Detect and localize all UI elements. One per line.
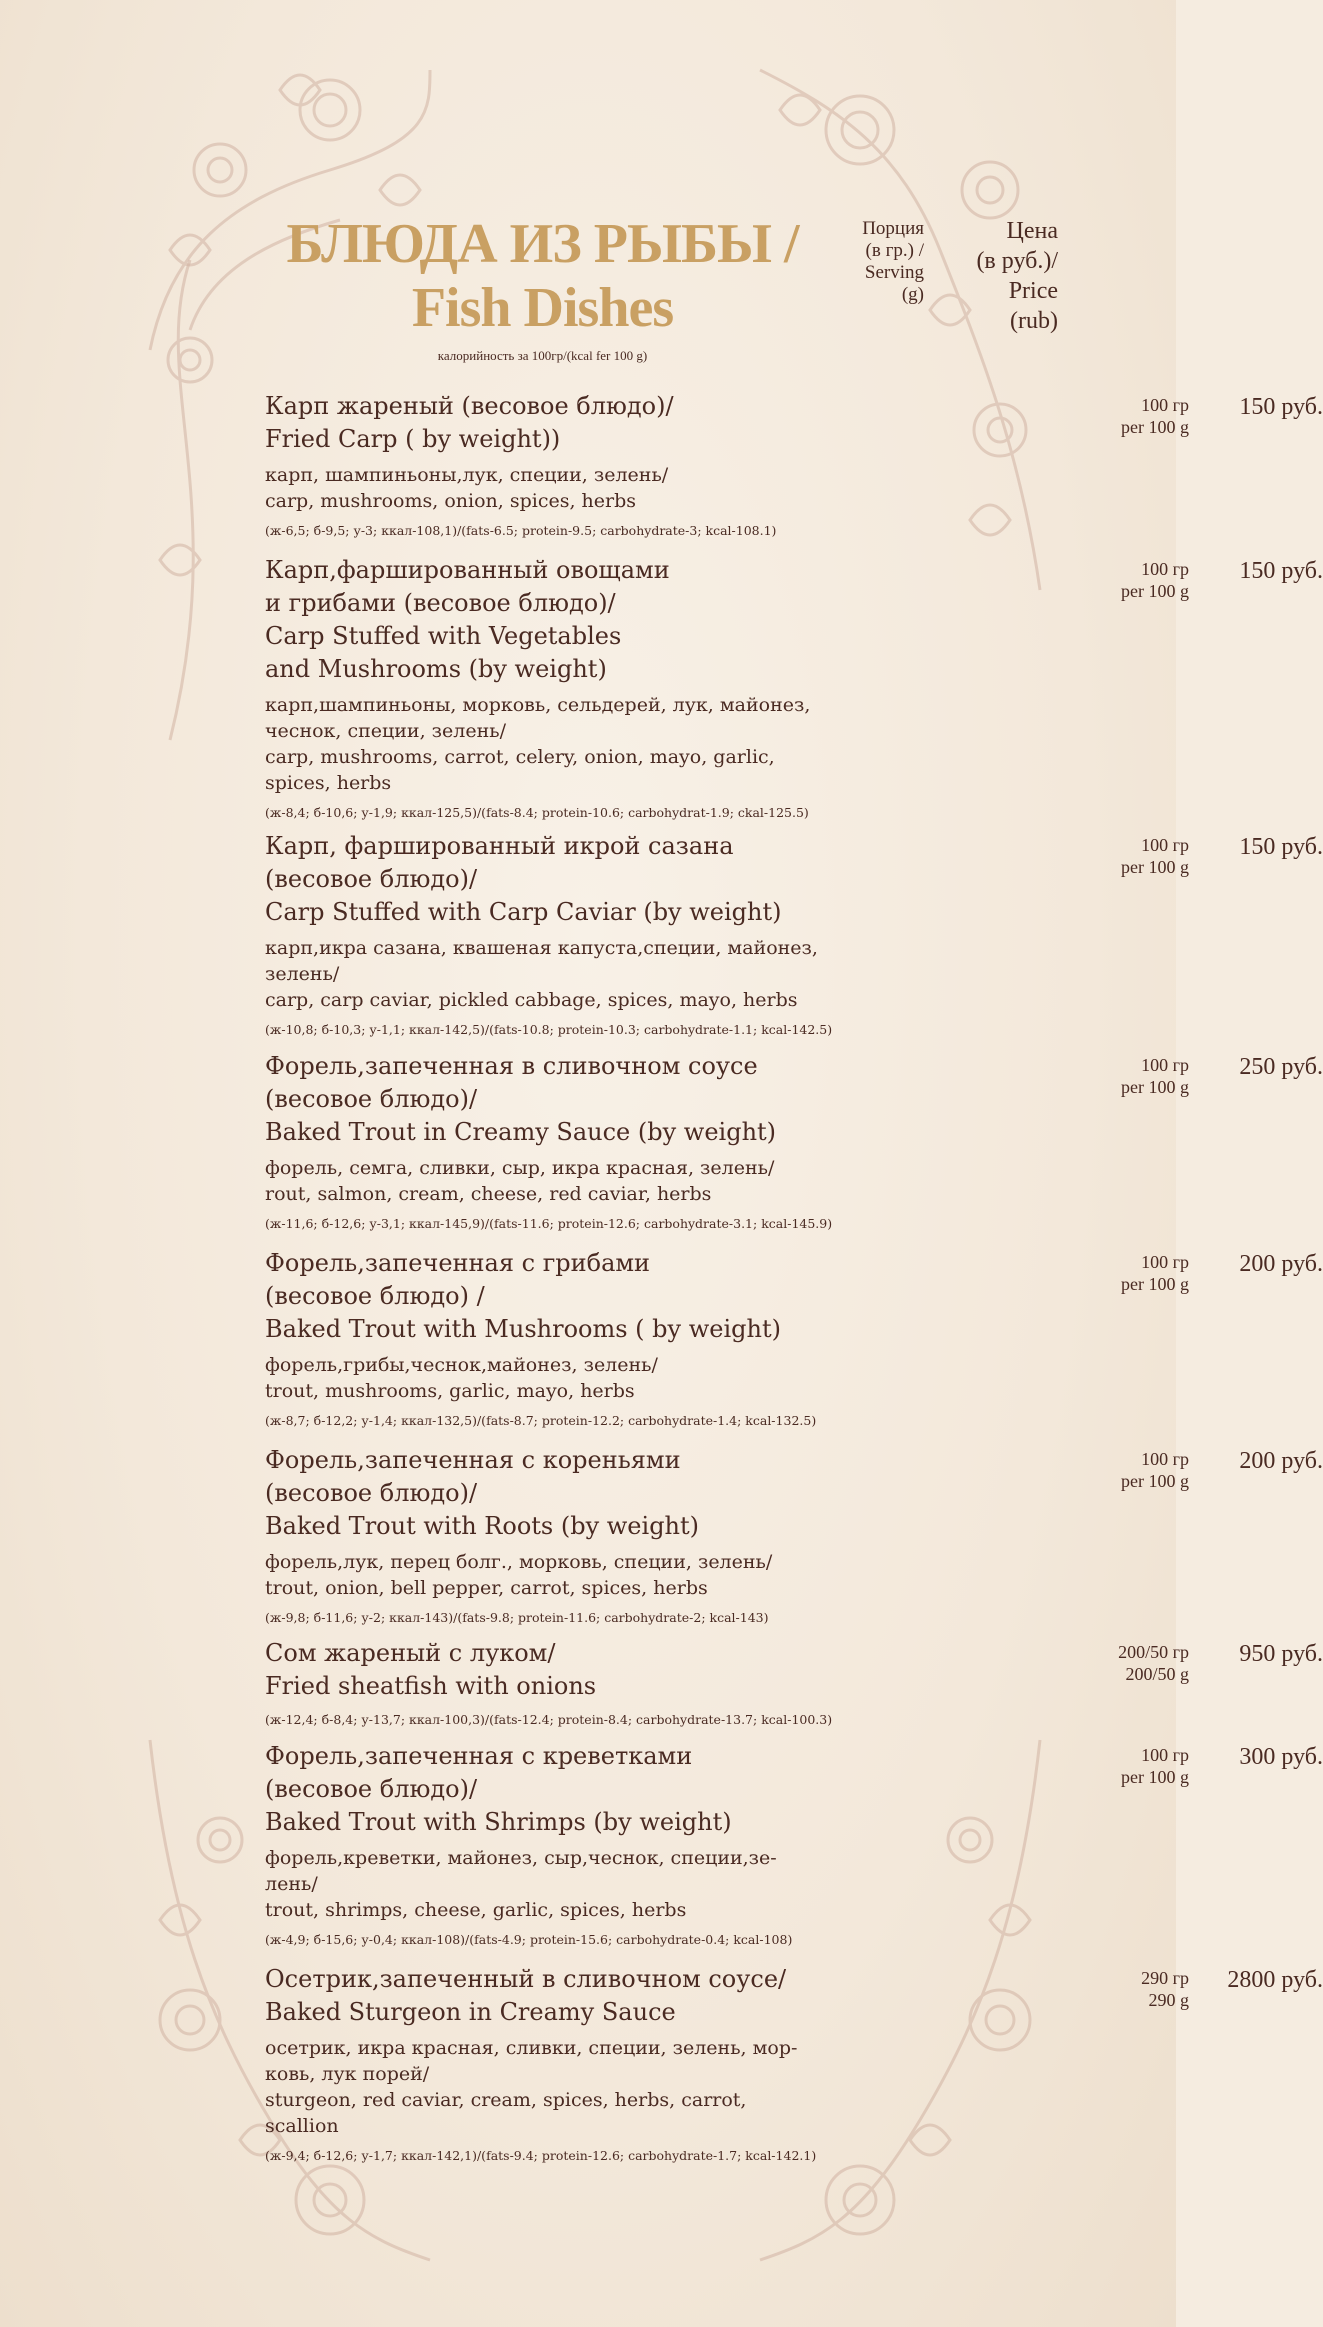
- calorie-note: калорийность за 100гр/(kcal fer 100 g): [437, 348, 648, 363]
- item-portion: 100 гр per 100 g: [1121, 395, 1189, 437]
- floral-ornament-left-side: [130, 260, 250, 760]
- page-title: [255, 212, 830, 340]
- item-title: Осетрик,запеченный в сливочном соусе/ Baked Sturgeon in Creamy Sauce: [265, 1965, 787, 2026]
- item-price: 950 руб.: [1239, 1641, 1323, 1667]
- menu-item: [265, 554, 1323, 822]
- item-price: 300 руб.: [1239, 1744, 1323, 1770]
- item-ingredients: карп, шампиньоны,лук, специи, зелень/ carp, mushrooms, onion, spices, herbs: [265, 464, 669, 512]
- item-portion: 100 гр per 100 g: [1121, 1055, 1189, 1097]
- item-nutrition: (ж-6,5; б-9,5; у-3; ккал-108,1)/(fats-6.5; protein-9.5; carbohydrate-3; kcal-108.1): [265, 523, 777, 538]
- item-ingredients: карп,икра сазана, квашеная капуста,специи, майонез, зелень/ carp, carp caviar, pickled cabbage, spices, mayo, herbs: [265, 937, 818, 1011]
- item-nutrition: (ж-4,9; б-15,6; у-0,4; ккал-108)/(fats-4.9; protein-15.6; carbohydrate-0.4; kcal-108): [265, 1932, 793, 1947]
- item-nutrition: (ж-12,4; б-8,4; у-13,7; ккал-100,3)/(fats-12.4; protein-8.4; carbohydrate-13.7; kcal-100.3): [265, 1712, 833, 1727]
- item-title: Сом жареный с луком/ Fried sheatfish with onions: [265, 1639, 597, 1700]
- item-portion: 290 гр 290 g: [1141, 1968, 1189, 2010]
- item-price: 150 руб.: [1239, 394, 1323, 420]
- menu-item: [265, 1444, 1323, 1627]
- menu-item: [265, 1050, 1323, 1233]
- menu-item: [265, 830, 1323, 1039]
- item-price: 250 руб.: [1239, 1054, 1323, 1080]
- item-price: 150 руб.: [1239, 834, 1323, 860]
- item-ingredients: осетрик, икра красная, сливки, специи, зелень, мор- ковь, лук порей/ sturgeon, red caviar, cream, spices, herbs, carrot, scallion: [265, 2037, 798, 2137]
- item-nutrition: (ж-9,8; б-11,6; у-2; ккал-143)/(fats-9.8; protein-11.6; carbohydrate-2; kcal-143): [265, 1610, 769, 1625]
- item-nutrition: (ж-11,6; б-12,6; у-3,1; ккал-145,9)/(fats-11.6; protein-12.6; carbohydrate-3.1; kcal-145.9): [265, 1216, 833, 1231]
- item-portion: 100 гр per 100 g: [1121, 1252, 1189, 1294]
- item-portion: 100 гр per 100 g: [1121, 835, 1189, 877]
- item-title: Форель,запеченная с грибами (весовое блюдо) / Baked Trout with Mushrooms ( by weight): [265, 1249, 781, 1343]
- item-price: 150 руб.: [1239, 558, 1323, 584]
- item-ingredients: форель,грибы,чеснок,майонез, зелень/ trout, mushrooms, garlic, mayo, herbs: [265, 1354, 658, 1402]
- item-nutrition: (ж-9,4; б-12,6; у-1,7; ккал-142,1)/(fats-9.4; protein-12.6; carbohydrate-1.7; kcal-142.1): [265, 2148, 817, 2163]
- item-ingredients: форель,креветки, майонез, сыр,чеснок, специи,зе- лень/ trout, shrimps, cheese, garlic, spices, herbs: [265, 1847, 777, 1921]
- item-portion: 200/50 гр 200/50 g: [1118, 1642, 1189, 1684]
- portion-column-header: Порция (в гр.) / Serving (g): [862, 218, 924, 305]
- item-nutrition: (ж-8,4; б-10,6; у-1,9; ккал-125,5)/(fats-8.4; protein-10.6; carbohydrat-1.9; ckal-125.5): [265, 805, 809, 820]
- item-nutrition: (ж-8,7; б-12,2; у-1,4; ккал-132,5)/(fats-8.7; protein-12.2; carbohydrate-1.4; kcal-132.5): [265, 1413, 817, 1428]
- menu-item: [265, 1740, 1323, 1949]
- item-title: Форель,запеченная в сливочном соусе (весовое блюдо)/ Baked Trout in Creamy Sauce (by weight): [265, 1052, 777, 1146]
- item-title: Карп жареный (весовое блюдо)/ Fried Carp ( by weight)): [265, 392, 674, 453]
- item-title: Карп,фаршированный овощами и грибами (весовое блюдо)/ Carp Stuffed with Vegetables and Mushrooms (by weight): [265, 556, 670, 683]
- item-ingredients: форель, семга, сливки, сыр, икра красная, зелень/ rout, salmon, cream, cheese, red caviar, herbs: [265, 1157, 775, 1205]
- item-ingredients: карп,шампиньоны, морковь, сельдерей, лук, майонез, чеснок, специи, зелень/ carp, mushrooms, carrot, celery, onion, mayo, garlic, spices, herbs: [265, 694, 811, 794]
- item-portion: 100 гр per 100 g: [1121, 559, 1189, 601]
- item-portion: 100 гр per 100 g: [1121, 1745, 1189, 1787]
- menu-item: [265, 1637, 1323, 1729]
- menu-item: [265, 1963, 1323, 2165]
- title-line-en: Fish Dishes: [411, 277, 674, 339]
- menu-item: [265, 390, 1323, 540]
- item-nutrition: (ж-10,8; б-10,3; у-1,1; ккал-142,5)/(fats-10.8; protein-10.3; carbohydrate-1.1; kcal-142.5): [265, 1022, 833, 1037]
- menu-item: [265, 1247, 1323, 1430]
- item-ingredients: форель,лук, перец болг., морковь, специи, зелень/ trout, onion, bell pepper, carrot, spices, herbs: [265, 1551, 773, 1599]
- item-title: Форель,запеченная с креветками (весовое блюдо)/ Baked Trout with Shrimps (by weight): [265, 1742, 732, 1836]
- item-price: 200 руб.: [1239, 1448, 1323, 1474]
- item-title: Форель,запеченная с кореньями (весовое блюдо)/ Baked Trout with Roots (by weight): [265, 1446, 700, 1540]
- item-price: 2800 руб.: [1227, 1967, 1323, 1993]
- item-title: Карп, фаршированный икрой сазана (весовое блюдо)/ Carp Stuffed with Carp Caviar (by weight): [265, 832, 782, 926]
- item-price: 200 руб.: [1239, 1251, 1323, 1277]
- title-line-ru: БЛЮДА ИЗ РЫБЫ /: [286, 213, 799, 275]
- item-portion: 100 гр per 100 g: [1121, 1449, 1189, 1491]
- price-column-header: Цена (в руб.)/ Price (rub): [976, 218, 1058, 334]
